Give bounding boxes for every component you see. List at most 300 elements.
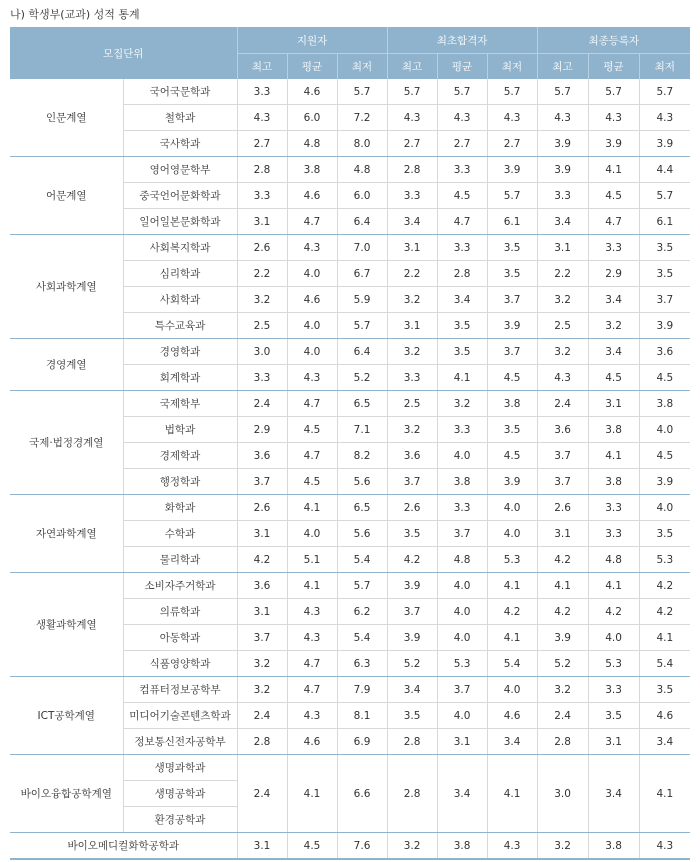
value-cell: 4.7 — [588, 209, 639, 235]
value-cell: 4.0 — [437, 703, 487, 729]
value-cell: 4.3 — [287, 235, 337, 261]
value-cell: 7.0 — [337, 235, 387, 261]
value-cell: 5.7 — [487, 183, 537, 209]
value-cell: 3.3 — [437, 235, 487, 261]
value-cell: 3.5 — [387, 703, 437, 729]
value-cell: 6.4 — [337, 209, 387, 235]
dept-name: 사회복지학과 — [123, 235, 237, 261]
value-cell: 4.3 — [437, 105, 487, 131]
value-cell: 4.3 — [287, 599, 337, 625]
value-cell: 3.5 — [487, 261, 537, 287]
value-cell: 3.3 — [537, 183, 588, 209]
value-cell: 4.3 — [537, 105, 588, 131]
value-cell: 4.0 — [487, 677, 537, 703]
value-cell: 3.8 — [437, 469, 487, 495]
group-name: 인문계열 — [10, 79, 123, 157]
value-cell: 3.9 — [537, 131, 588, 157]
dept-name: 정보통신전자공학부 — [123, 729, 237, 755]
value-cell: 2.9 — [588, 261, 639, 287]
value-cell: 4.7 — [287, 209, 337, 235]
value-cell: 3.5 — [588, 703, 639, 729]
value-cell: 4.1 — [639, 625, 690, 651]
value-cell: 3.2 — [588, 313, 639, 339]
value-cell: 4.8 — [588, 547, 639, 573]
value-cell: 3.2 — [437, 391, 487, 417]
value-cell: 4.5 — [639, 443, 690, 469]
value-cell: 3.4 — [437, 287, 487, 313]
value-cell: 5.3 — [639, 547, 690, 573]
value-cell: 3.4 — [537, 209, 588, 235]
subheader-avg: 평균 — [588, 54, 639, 80]
value-cell: 3.2 — [237, 651, 287, 677]
value-cell: 4.6 — [639, 703, 690, 729]
value-cell: 3.9 — [487, 469, 537, 495]
value-cell: 3.2 — [387, 287, 437, 313]
value-cell: 4.5 — [588, 183, 639, 209]
group-name: ICT공학계열 — [10, 677, 123, 755]
value-cell: 2.4 — [237, 755, 287, 833]
value-cell: 4.5 — [639, 365, 690, 391]
value-cell: 2.8 — [387, 729, 437, 755]
value-cell: 6.7 — [337, 261, 387, 287]
value-cell: 2.5 — [537, 313, 588, 339]
value-cell: 4.3 — [639, 833, 690, 860]
value-cell: 5.7 — [387, 79, 437, 105]
value-cell: 3.5 — [639, 261, 690, 287]
value-cell: 2.8 — [537, 729, 588, 755]
value-cell: 3.5 — [639, 235, 690, 261]
value-cell: 4.1 — [487, 625, 537, 651]
dept-name: 사회학과 — [123, 287, 237, 313]
value-cell: 2.4 — [237, 703, 287, 729]
value-cell: 2.7 — [237, 131, 287, 157]
value-cell: 3.4 — [387, 677, 437, 703]
value-cell: 5.6 — [337, 521, 387, 547]
value-cell: 3.5 — [437, 313, 487, 339]
subheader-min: 최저 — [639, 54, 690, 80]
table-row — [10, 495, 690, 521]
value-cell: 3.7 — [537, 443, 588, 469]
value-cell: 4.0 — [287, 339, 337, 365]
value-cell: 4.4 — [639, 157, 690, 183]
value-cell: 3.2 — [537, 339, 588, 365]
value-cell: 4.2 — [387, 547, 437, 573]
value-cell: 3.7 — [387, 469, 437, 495]
dept-name: 행정학과 — [123, 469, 237, 495]
value-cell: 2.7 — [387, 131, 437, 157]
value-cell: 5.7 — [487, 79, 537, 105]
value-cell: 2.4 — [237, 391, 287, 417]
table-row — [10, 235, 690, 261]
value-cell: 3.3 — [237, 365, 287, 391]
value-cell: 3.8 — [588, 833, 639, 860]
dept-name: 영어영문학부 — [123, 157, 237, 183]
value-cell: 2.8 — [387, 157, 437, 183]
value-cell: 4.3 — [287, 703, 337, 729]
value-cell: 3.4 — [588, 755, 639, 833]
subheader-avg: 평균 — [287, 54, 337, 80]
value-cell: 5.1 — [287, 547, 337, 573]
subheader-max: 최고 — [387, 54, 437, 80]
table-row — [10, 755, 690, 781]
value-cell: 4.1 — [487, 573, 537, 599]
value-cell: 4.0 — [437, 599, 487, 625]
dept-name: 회계학과 — [123, 365, 237, 391]
value-cell: 2.7 — [437, 131, 487, 157]
value-cell: 3.2 — [237, 677, 287, 703]
group-name: 바이오융합공학계열 — [10, 755, 123, 833]
value-cell: 2.8 — [237, 729, 287, 755]
value-cell: 3.9 — [537, 625, 588, 651]
value-cell: 3.1 — [588, 391, 639, 417]
subheader-max: 최고 — [237, 54, 287, 80]
value-cell: 3.6 — [537, 417, 588, 443]
value-cell: 3.4 — [639, 729, 690, 755]
group-name: 국제·법정경계열 — [10, 391, 123, 495]
value-cell: 3.2 — [387, 833, 437, 860]
table-body — [10, 79, 690, 859]
value-cell: 5.3 — [588, 651, 639, 677]
value-cell: 4.5 — [588, 365, 639, 391]
value-cell: 2.2 — [387, 261, 437, 287]
value-cell: 3.1 — [537, 235, 588, 261]
value-cell: 4.6 — [287, 183, 337, 209]
value-cell: 3.3 — [237, 79, 287, 105]
value-cell: 4.0 — [287, 521, 337, 547]
value-cell: 2.6 — [537, 495, 588, 521]
table-row — [10, 339, 690, 365]
value-cell: 3.3 — [588, 677, 639, 703]
value-cell: 2.4 — [537, 391, 588, 417]
value-cell: 5.4 — [639, 651, 690, 677]
value-cell: 3.9 — [387, 625, 437, 651]
value-cell: 2.4 — [537, 703, 588, 729]
value-cell: 4.1 — [287, 495, 337, 521]
dept-name: 컴퓨터정보공학부 — [123, 677, 237, 703]
value-cell: 3.2 — [387, 417, 437, 443]
value-cell: 4.5 — [487, 365, 537, 391]
value-cell: 3.4 — [437, 755, 487, 833]
value-cell: 2.9 — [237, 417, 287, 443]
value-cell: 8.1 — [337, 703, 387, 729]
value-cell: 3.6 — [639, 339, 690, 365]
value-cell: 3.9 — [387, 573, 437, 599]
value-cell: 4.7 — [287, 391, 337, 417]
value-cell: 4.2 — [588, 599, 639, 625]
dept-name: 생명공학과 — [123, 781, 237, 807]
value-cell: 6.9 — [337, 729, 387, 755]
value-cell: 4.3 — [237, 105, 287, 131]
value-cell: 3.3 — [437, 417, 487, 443]
value-cell: 5.4 — [337, 625, 387, 651]
group-name: 생활과학계열 — [10, 573, 123, 677]
value-cell: 3.6 — [237, 573, 287, 599]
value-cell: 3.1 — [537, 521, 588, 547]
value-cell: 4.2 — [537, 599, 588, 625]
grade-stats-table — [10, 27, 690, 860]
dept-name: 경영학과 — [123, 339, 237, 365]
value-cell: 3.3 — [437, 157, 487, 183]
value-cell: 4.0 — [437, 573, 487, 599]
dept-name: 국제학부 — [123, 391, 237, 417]
table-row — [10, 79, 690, 105]
value-cell: 6.0 — [337, 183, 387, 209]
value-cell: 4.2 — [487, 599, 537, 625]
subheader-max: 최고 — [537, 54, 588, 80]
value-cell: 2.5 — [237, 313, 287, 339]
value-cell: 3.2 — [387, 339, 437, 365]
value-cell: 3.1 — [437, 729, 487, 755]
value-cell: 4.0 — [588, 625, 639, 651]
value-cell: 3.5 — [487, 235, 537, 261]
value-cell: 6.2 — [337, 599, 387, 625]
value-cell: 3.8 — [588, 417, 639, 443]
value-cell: 4.6 — [287, 729, 337, 755]
value-cell: 4.5 — [287, 833, 337, 860]
value-cell: 3.8 — [639, 391, 690, 417]
value-cell: 5.2 — [537, 651, 588, 677]
value-cell: 3.1 — [387, 313, 437, 339]
value-cell: 5.7 — [639, 79, 690, 105]
value-cell: 4.3 — [487, 105, 537, 131]
subheader-min: 최저 — [337, 54, 387, 80]
header-final-enrolled: 최종등록자 — [537, 27, 690, 54]
value-cell: 3.7 — [237, 469, 287, 495]
dept-name: 화학과 — [123, 495, 237, 521]
value-cell: 5.4 — [337, 547, 387, 573]
header-initial-admits: 최초합격자 — [387, 27, 537, 54]
value-cell: 3.4 — [588, 287, 639, 313]
value-cell: 3.1 — [588, 729, 639, 755]
value-cell: 3.7 — [639, 287, 690, 313]
value-cell: 4.7 — [437, 209, 487, 235]
value-cell: 2.8 — [237, 157, 287, 183]
value-cell: 5.9 — [337, 287, 387, 313]
value-cell: 6.6 — [337, 755, 387, 833]
value-cell: 4.5 — [287, 469, 337, 495]
value-cell: 3.7 — [437, 521, 487, 547]
dept-name: 수학과 — [123, 521, 237, 547]
dept-name: 바이오메디컬화학공학과 — [10, 833, 237, 860]
value-cell: 4.0 — [639, 417, 690, 443]
value-cell: 3.1 — [237, 833, 287, 860]
value-cell: 5.7 — [537, 79, 588, 105]
value-cell: 5.2 — [387, 651, 437, 677]
value-cell: 7.6 — [337, 833, 387, 860]
value-cell: 4.1 — [437, 365, 487, 391]
value-cell: 2.5 — [387, 391, 437, 417]
value-cell: 4.1 — [287, 573, 337, 599]
value-cell: 5.3 — [487, 547, 537, 573]
group-name: 자연과학계열 — [10, 495, 123, 573]
value-cell: 5.7 — [639, 183, 690, 209]
value-cell: 2.8 — [437, 261, 487, 287]
dept-name: 물리학과 — [123, 547, 237, 573]
value-cell: 3.5 — [437, 339, 487, 365]
value-cell: 4.7 — [287, 677, 337, 703]
value-cell: 3.2 — [537, 287, 588, 313]
dept-name: 일어일본문화학과 — [123, 209, 237, 235]
value-cell: 4.2 — [639, 573, 690, 599]
value-cell: 4.5 — [287, 417, 337, 443]
value-cell: 4.0 — [437, 625, 487, 651]
value-cell: 3.2 — [237, 287, 287, 313]
dept-name: 의류학과 — [123, 599, 237, 625]
value-cell: 3.9 — [487, 313, 537, 339]
dept-name: 경제학과 — [123, 443, 237, 469]
value-cell: 3.8 — [437, 833, 487, 860]
value-cell: 6.5 — [337, 391, 387, 417]
value-cell: 3.1 — [237, 599, 287, 625]
value-cell: 3.2 — [537, 833, 588, 860]
value-cell: 7.9 — [337, 677, 387, 703]
value-cell: 4.3 — [287, 625, 337, 651]
header-unit: 모집단위 — [10, 27, 237, 79]
value-cell: 2.2 — [537, 261, 588, 287]
value-cell: 4.1 — [588, 443, 639, 469]
value-cell: 3.5 — [639, 677, 690, 703]
group-name: 사회과학계열 — [10, 235, 123, 339]
header-applicants: 지원자 — [237, 27, 387, 54]
value-cell: 4.2 — [237, 547, 287, 573]
subheader-min: 최저 — [487, 54, 537, 80]
value-cell: 4.1 — [287, 755, 337, 833]
table-row — [10, 677, 690, 703]
value-cell: 4.6 — [287, 287, 337, 313]
dept-name: 중국언어문화학과 — [123, 183, 237, 209]
subheader-avg: 평균 — [437, 54, 487, 80]
value-cell: 5.7 — [337, 573, 387, 599]
value-cell: 3.9 — [639, 313, 690, 339]
value-cell: 4.0 — [287, 261, 337, 287]
value-cell: 4.3 — [537, 365, 588, 391]
value-cell: 3.0 — [237, 339, 287, 365]
group-name: 경영계열 — [10, 339, 123, 391]
value-cell: 4.7 — [287, 443, 337, 469]
value-cell: 6.0 — [287, 105, 337, 131]
value-cell: 6.4 — [337, 339, 387, 365]
value-cell: 4.1 — [537, 573, 588, 599]
value-cell: 3.7 — [537, 469, 588, 495]
value-cell: 3.7 — [487, 339, 537, 365]
value-cell: 3.3 — [588, 521, 639, 547]
value-cell: 3.9 — [537, 157, 588, 183]
value-cell: 3.5 — [387, 521, 437, 547]
value-cell: 8.0 — [337, 131, 387, 157]
value-cell: 4.3 — [639, 105, 690, 131]
value-cell: 5.7 — [588, 79, 639, 105]
value-cell: 4.1 — [487, 755, 537, 833]
value-cell: 3.3 — [387, 365, 437, 391]
value-cell: 3.7 — [437, 677, 487, 703]
dept-name: 심리학과 — [123, 261, 237, 287]
value-cell: 4.3 — [287, 365, 337, 391]
value-cell: 5.6 — [337, 469, 387, 495]
value-cell: 3.9 — [487, 157, 537, 183]
dept-name: 아동학과 — [123, 625, 237, 651]
value-cell: 6.3 — [337, 651, 387, 677]
value-cell: 3.8 — [487, 391, 537, 417]
dept-name: 식품영양학과 — [123, 651, 237, 677]
value-cell: 3.4 — [387, 209, 437, 235]
value-cell: 3.6 — [387, 443, 437, 469]
value-cell: 4.3 — [487, 833, 537, 860]
value-cell: 4.5 — [437, 183, 487, 209]
value-cell: 3.1 — [237, 209, 287, 235]
value-cell: 4.0 — [287, 313, 337, 339]
value-cell: 3.5 — [487, 417, 537, 443]
value-cell: 4.0 — [437, 443, 487, 469]
value-cell: 3.5 — [639, 521, 690, 547]
value-cell: 4.3 — [588, 105, 639, 131]
value-cell: 3.8 — [287, 157, 337, 183]
value-cell: 4.7 — [287, 651, 337, 677]
table-row — [10, 833, 690, 860]
value-cell: 4.3 — [387, 105, 437, 131]
value-cell: 3.0 — [537, 755, 588, 833]
value-cell: 8.2 — [337, 443, 387, 469]
value-cell: 3.8 — [588, 469, 639, 495]
value-cell: 2.6 — [387, 495, 437, 521]
value-cell: 4.8 — [437, 547, 487, 573]
value-cell: 3.7 — [387, 599, 437, 625]
value-cell: 4.0 — [487, 521, 537, 547]
table-row — [10, 157, 690, 183]
dept-name: 생명과학과 — [123, 755, 237, 781]
value-cell: 4.2 — [537, 547, 588, 573]
value-cell: 6.1 — [639, 209, 690, 235]
value-cell: 4.0 — [487, 495, 537, 521]
dept-name: 환경공학과 — [123, 807, 237, 833]
value-cell: 2.2 — [237, 261, 287, 287]
value-cell: 4.8 — [337, 157, 387, 183]
value-cell: 4.5 — [487, 443, 537, 469]
value-cell: 3.7 — [487, 287, 537, 313]
value-cell: 5.4 — [487, 651, 537, 677]
value-cell: 3.9 — [588, 131, 639, 157]
table-row — [10, 573, 690, 599]
value-cell: 6.1 — [487, 209, 537, 235]
dept-name: 국어국문학과 — [123, 79, 237, 105]
value-cell: 2.6 — [237, 495, 287, 521]
value-cell: 3.3 — [387, 183, 437, 209]
group-name: 어문계열 — [10, 157, 123, 235]
value-cell: 4.0 — [639, 495, 690, 521]
value-cell: 4.8 — [287, 131, 337, 157]
value-cell: 4.1 — [588, 157, 639, 183]
dept-name: 국사학과 — [123, 131, 237, 157]
value-cell: 3.7 — [237, 625, 287, 651]
value-cell: 2.7 — [487, 131, 537, 157]
value-cell: 3.4 — [588, 339, 639, 365]
value-cell: 7.1 — [337, 417, 387, 443]
value-cell: 4.1 — [588, 573, 639, 599]
value-cell: 5.7 — [337, 79, 387, 105]
value-cell: 5.2 — [337, 365, 387, 391]
dept-name: 소비자주거학과 — [123, 573, 237, 599]
value-cell: 4.1 — [639, 755, 690, 833]
value-cell: 3.9 — [639, 131, 690, 157]
value-cell: 3.9 — [639, 469, 690, 495]
value-cell: 4.6 — [287, 79, 337, 105]
value-cell: 5.3 — [437, 651, 487, 677]
value-cell: 3.2 — [537, 677, 588, 703]
value-cell: 7.2 — [337, 105, 387, 131]
dept-name: 법학과 — [123, 417, 237, 443]
section-title: 나) 학생부(교과) 성적 통계 — [10, 8, 140, 21]
value-cell: 3.1 — [237, 521, 287, 547]
value-cell: 3.1 — [387, 235, 437, 261]
